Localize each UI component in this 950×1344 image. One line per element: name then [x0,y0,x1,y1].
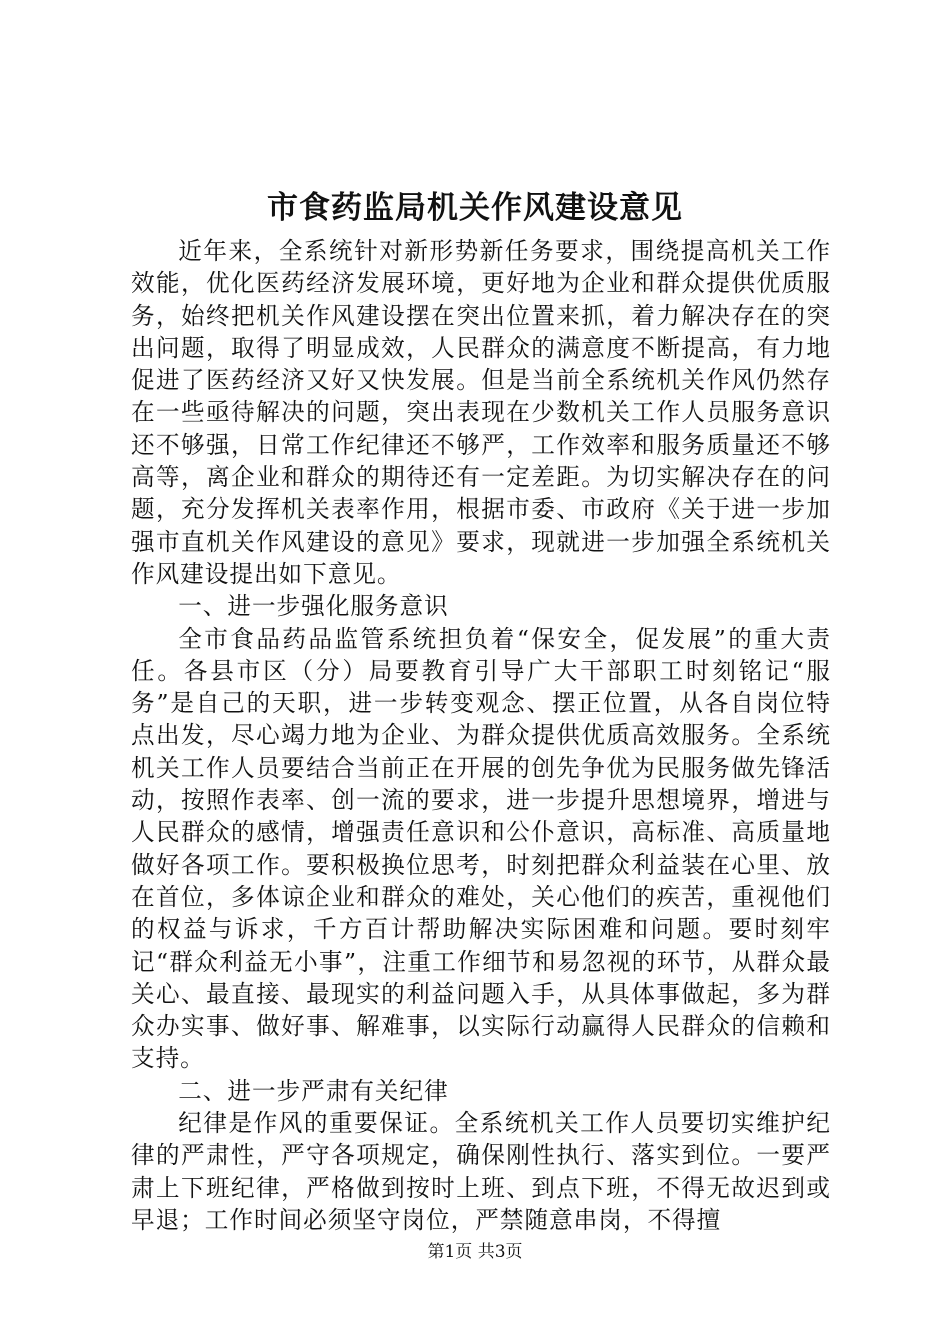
paragraph-section-2: 纪律是作风的重要保证。全系统机关工作人员要切实维护纪律的严肃性，严守各项规定，确保刚性执行、落实到位。一要严肃上下班纪律，严格做到按时上班、到点下班，不得无故迟到或早退；工作时间必须坚守岗位，严禁随意串岗，不得擅 [131,1109,831,1234]
paragraph-section-1: 全市食品药品监管系统担负着“保安全，促发展”的重大责任。各县市区（分）局要教育引导广大干部职工时刻铭记“服务”是自己的天职，进一步转变观念、摆正位置，从各自岗位特点出发，尽心竭力地为企业、为群众提供优质高效服务。全系统机关工作人员要结合当前正在开展的创先争优为民服务做先锋活动，按照作表率、创一流的要求，进一步提升思想境界，增进与人民群众的感情，增强责任意识和公仆意识，高标准、高质量地做好各项工作。要积极换位思考，时刻把群众利益装在心里、放在首位，多体谅企业和群众的难处，关心他们的疾苦，重视他们的权益与诉求，千方百计帮助解决实际困难和问题。要时刻牢记“群众利益无小事”，注重工作细节和易忽视的环节，从群众最关心、最直接、最现实的利益问题入手，从具体事做起，多为群众办实事、做好事、解难事，以实际行动赢得人民群众的信赖和支持。 [131,624,831,1073]
document-title: 市食药监局机关作风建设意见 [267,190,683,226]
section-heading-1: 一、进一步强化服务意识 [178,592,449,621]
section-heading-2: 二、进一步严肃有关纪律 [178,1076,449,1105]
document-body [131,235,831,1236]
paragraph-intro: 近年来，全系统针对新形势新任务要求，围绕提高机关工作效能，优化医药经济发展环境，更好地为企业和群众提供优质服务，始终把机关作风建设摆在突出位置来抓，着力解决存在的突出问题，取得了明显成效，人民群众的满意度不断提高，有力地促进了医药经济又好又快发展。但是当前全系统机关作风仍然存在一些亟待解决的问题，突出表现在少数机关工作人员服务意识还不够强，日常工作纪律还不够严，工作效率和服务质量还不够高等，离企业和群众的期待还有一定差距。为切实解决存在的问题，充分发挥机关表率作用，根据市委、市政府《关于进一步加强市直机关作风建设的意见》要求，现就进一步加强全系统机关作风建设提出如下意见。 [131,237,831,588]
page-footer: 第1页 共3页 [427,1242,523,1262]
